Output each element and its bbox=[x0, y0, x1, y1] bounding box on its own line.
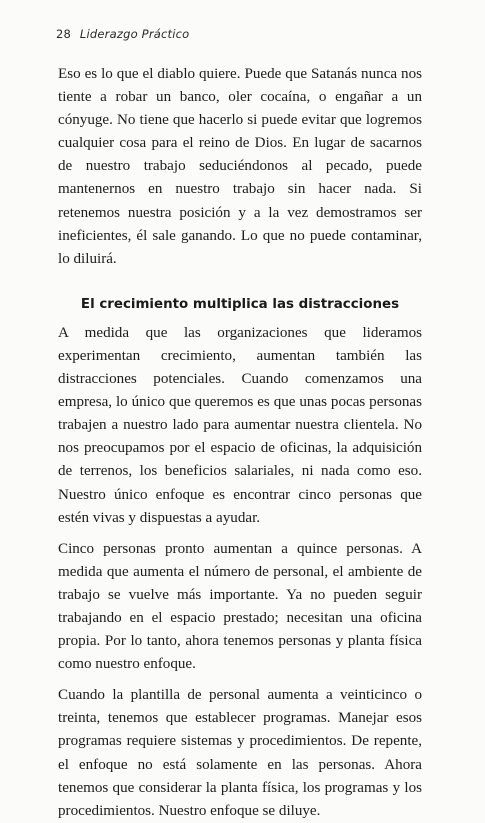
body-paragraph-1: A medida que las organizaciones que lideramos experimentan crecimiento, aumentan también las distracciones potenciales. Cuando comenzamos una empresa, lo único que queremos es que unas pocas personas trabajen a nuestro lado para aumentar nuestra clientela. No nos preocupamos por el espacio de oficinas, la adquisición de terrenos, los beneficios salariales, ni nada como eso. Nuestro único enfoque es encontrar cinco personas que estén vivas y dispuestas a ayudar. bbox=[58, 324, 422, 526]
intro-paragraph: Eso es lo que el diablo quiere. Puede que Satanás nunca nos tiente a robar un banco, oler cocaína, o engañar a un cónyuge. No tiene que hacerlo si puede evitar que logremos cualquier cosa para el reino de Dios. En lugar de sacarnos de nuestro trabajo seduciéndonos al pecado, puede mantenernos en nuestro trabajo sin hacer nada. Si retenemos nuestra posición y a la vez demostramos ser ineficientes, él sale ganando. Lo que no puede contaminar, lo diluirá. bbox=[58, 66, 422, 267]
page-number: 28 bbox=[56, 27, 72, 41]
book-title: Liderazgo Práctico bbox=[79, 27, 190, 41]
body-paragraph-2: Cinco personas pronto aumentan a quince personas. A medida que aumenta el número de personal, el ambiente de trabajo se vuelve más importante. Ya no pueden seguir trabajando en el espacio prestado; necesitan una oficina propia. Por lo tanto, ahora tenemos personas y planta física como nuestro enfoque. bbox=[58, 540, 422, 673]
body-paragraph-3: Cuando la plantilla de personal aumenta a veinticinco o treinta, tenemos que establecer programas. Manejar esos programas requiere sistemas y procedimientos. De repente, el enfoque no está solamente en las personas. Ahora tenemos que considerar la planta física, los programas y los procedimientos. Nuestro enfoque se diluye. bbox=[58, 687, 422, 819]
section-heading: El crecimiento multiplica las distracciones bbox=[80, 296, 400, 312]
running-head bbox=[56, 27, 189, 41]
page-body bbox=[58, 63, 422, 823]
